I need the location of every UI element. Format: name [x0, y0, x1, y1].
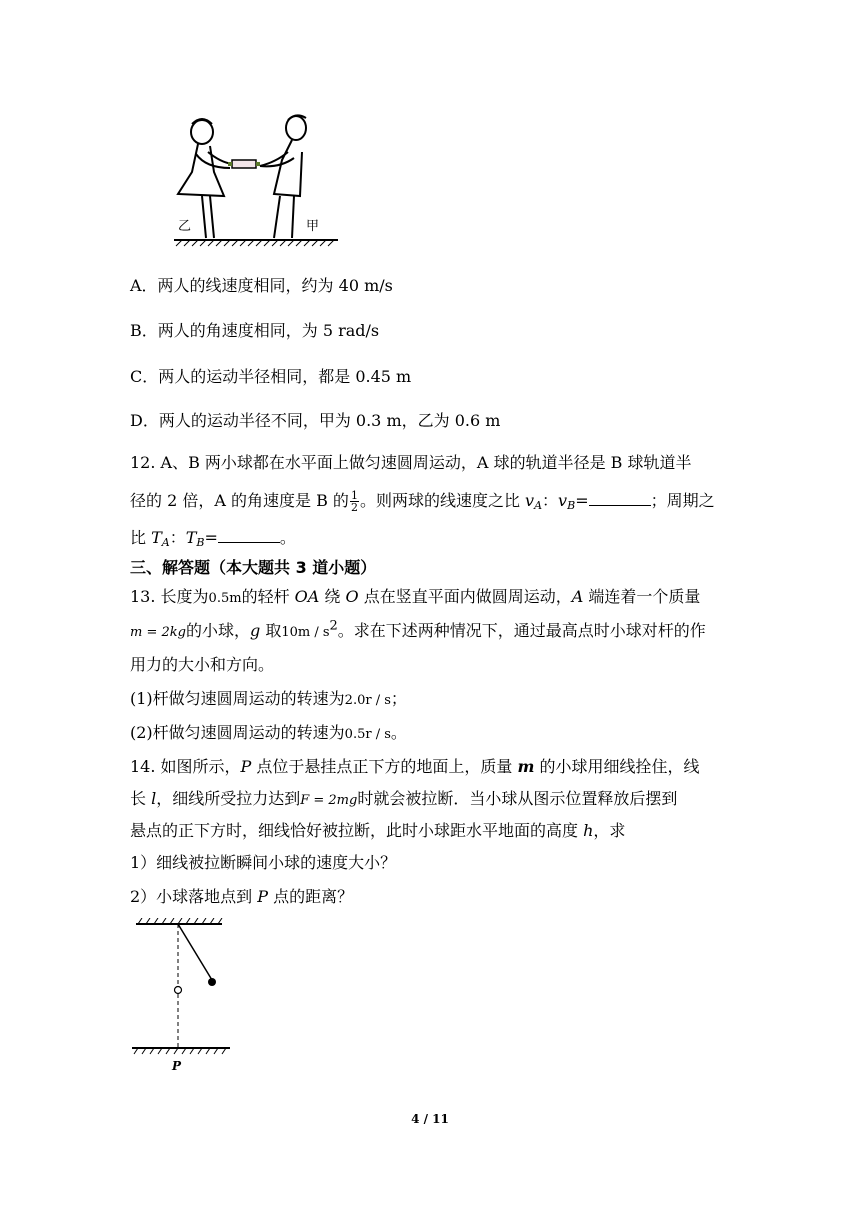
- pendulum-ball: [208, 978, 216, 986]
- answer-blank-1: [589, 490, 651, 506]
- section-title: 三、解答题（本大题共 3 道小题）: [130, 558, 377, 577]
- q13-line2: m = 2kg的小球，g 取$10m / s^2$。求在下述两种情况下，通过最高点时小球对杆的作: [130, 618, 706, 640]
- skaters-figure: [168, 112, 348, 248]
- q12-line3: 比 $T_A$：$T_B=$ 。: [130, 528, 296, 549]
- q13-line1: 13. 长度为0.5m的轻杆 OA 绕 O 点在竖直平面内做圆周运动，A 端连着一个质量: [130, 587, 701, 606]
- right-person: [260, 115, 306, 238]
- q14-line2: 长 l，细线所受拉力达到F = 2mg时就会被拉断．当小球从图示位置释放后摆到: [130, 789, 678, 808]
- q13-part2: (2)杆做匀速圆周运动的转速为0.5r / s。: [130, 723, 407, 742]
- fraction-half: $\frac{1}{2}$: [350, 489, 358, 514]
- label-p: P: [172, 1059, 182, 1073]
- answer-blank-2: [218, 527, 280, 543]
- page-number: 4 / 11: [411, 1112, 449, 1126]
- label-jia: 甲: [306, 219, 320, 234]
- q13-line3: 用力的大小和方向。: [130, 655, 275, 674]
- q14-line3: 悬点的正下方时，细线恰好被拉断，此时小球距水平地面的高度 h，求: [130, 821, 626, 840]
- q14-line1: 14. 如图所示，P 点位于悬挂点正下方的地面上，质量 m 的小球用细线拴住，线: [130, 757, 700, 776]
- option-c: C．两人的运动半径相同，都是 0.45 m: [130, 367, 412, 386]
- option-d: D．两人的运动半径不同，甲为 0.3 m，乙为 0.6 m: [130, 411, 501, 430]
- spring-scale: [228, 160, 260, 168]
- q12-line1: 12. A、B 两小球都在水平面上做匀速圆周运动，A 球的轨道半径是 B 球轨道半: [130, 453, 692, 472]
- label-yi: 乙: [178, 219, 192, 234]
- option-b: B．两人的角速度相同，为 5 rad/s: [130, 321, 380, 340]
- q14-sub2: 2）小球落地点到 P 点的距离？: [130, 887, 354, 906]
- q12-line2: 径的 2 倍，A 的角速度是 B 的 $\frac{1}{2}$ 。则两球的线速度之比 $v_A$：$v_B=$ ；周期之: [130, 489, 715, 514]
- option-a: A．两人的线速度相同，约为 40 m/s: [130, 276, 393, 295]
- q13-part1: (1)杆做匀速圆周运动的转速为2.0r / s；: [130, 689, 407, 708]
- q14-sub1: 1）细线被拉断瞬间小球的速度大小？: [130, 853, 397, 872]
- pendulum-figure: [128, 918, 236, 1076]
- hollow-ball-position: [175, 987, 182, 994]
